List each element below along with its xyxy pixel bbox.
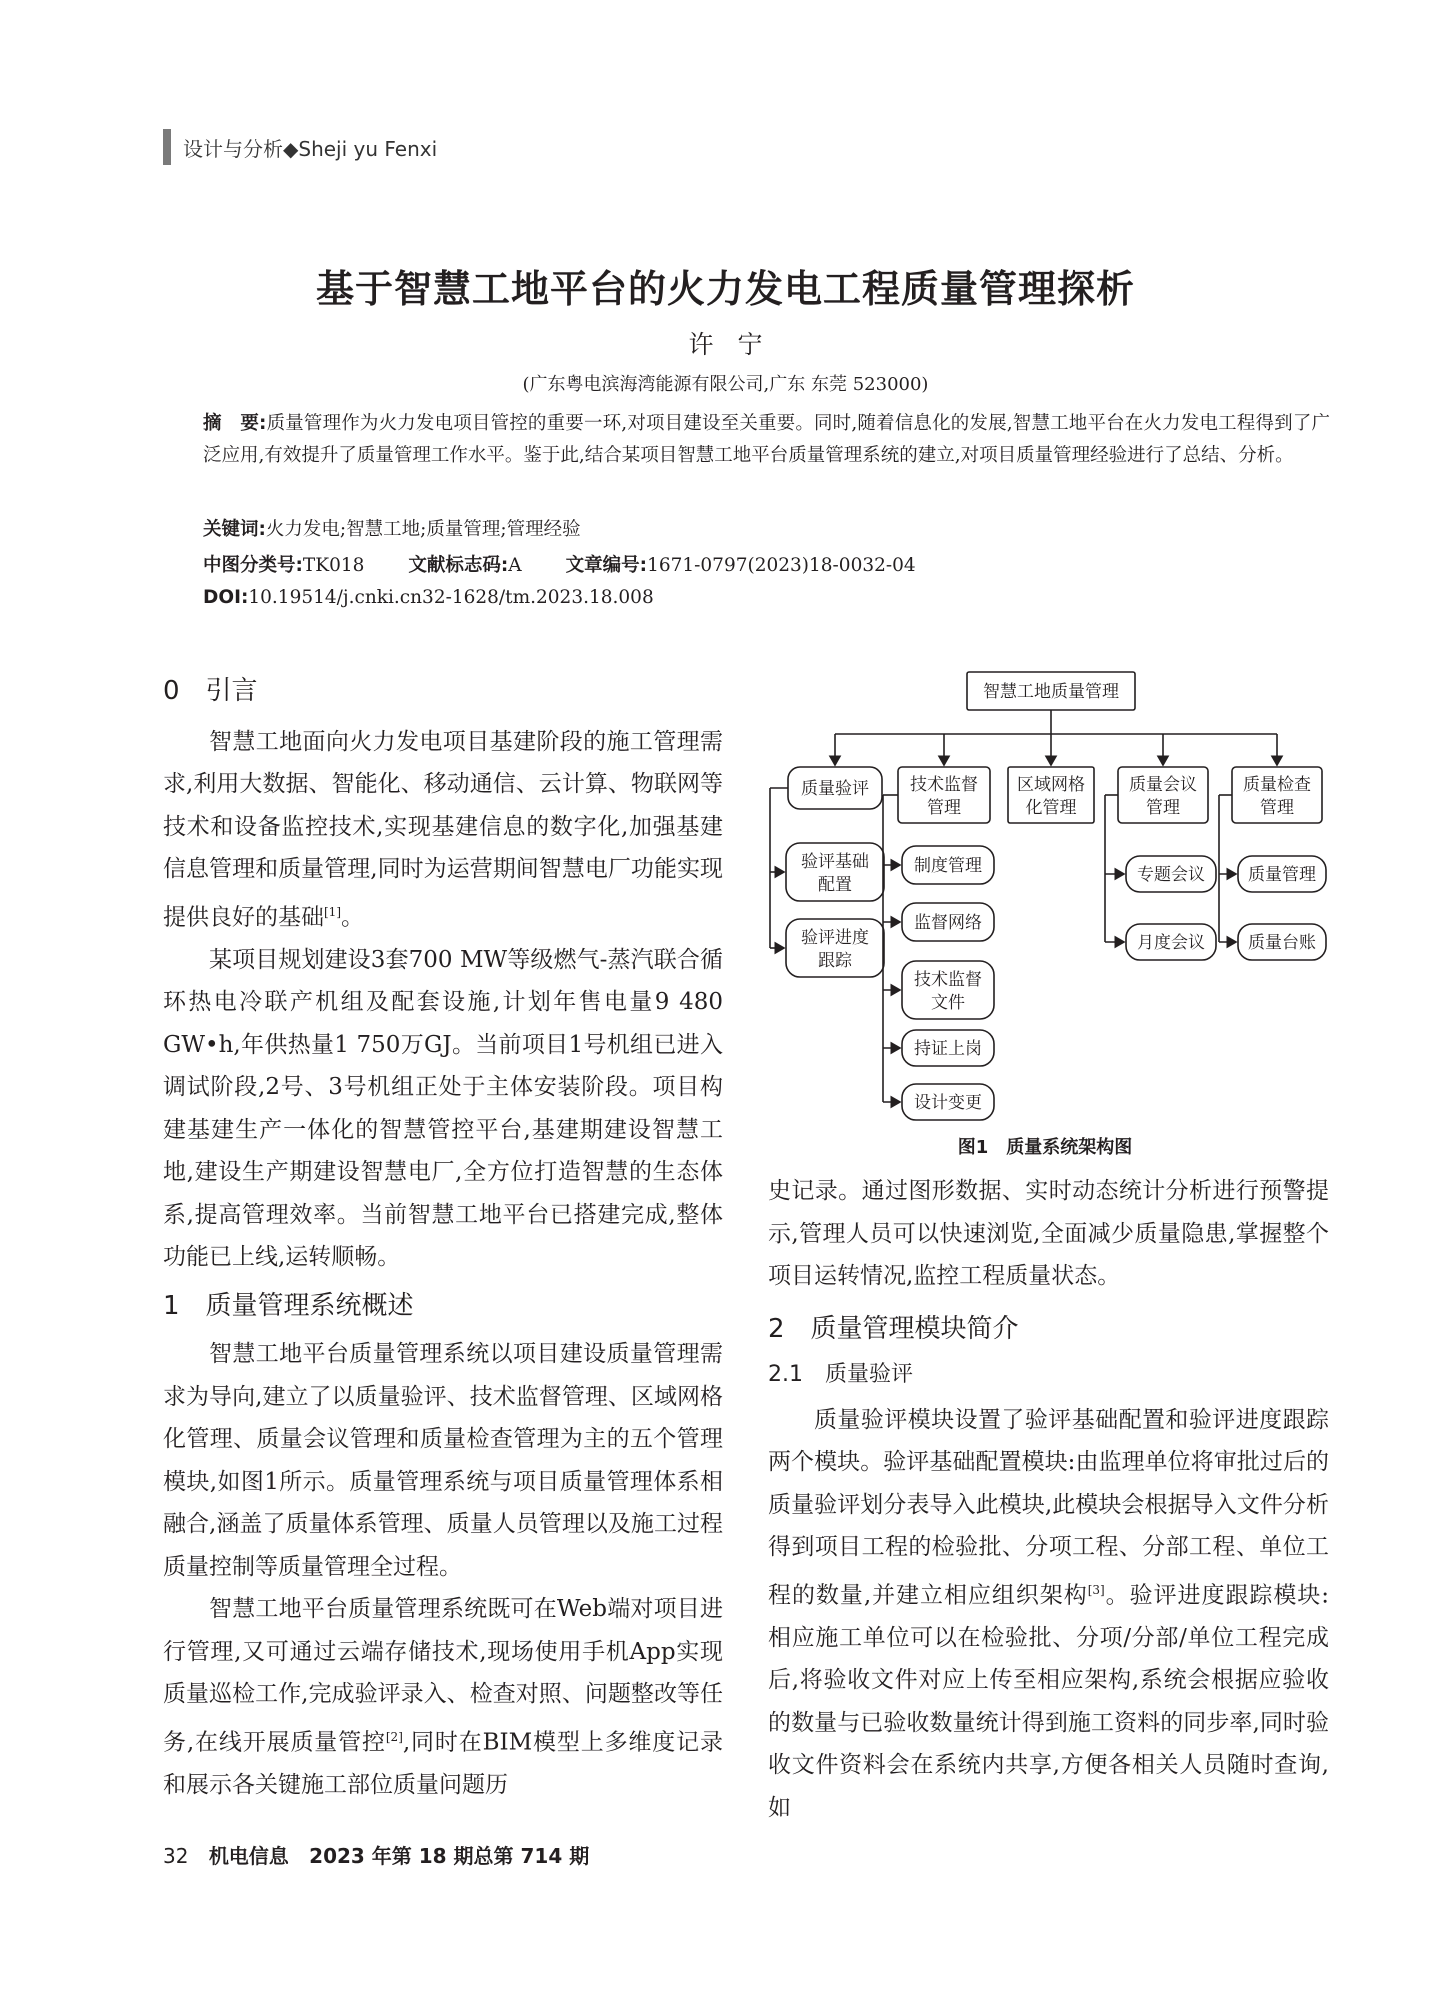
svg-text:月度会议: 月度会议 bbox=[1137, 933, 1205, 953]
svg-text:质量管理: 质量管理 bbox=[1248, 865, 1316, 885]
svg-text:化管理: 化管理 bbox=[1025, 798, 1077, 818]
section-2-heading: 2 质量管理模块简介 bbox=[768, 1313, 1019, 1344]
svg-text:质量台账: 质量台账 bbox=[1248, 933, 1316, 953]
paragraph: 智慧工地面向火力发电项目基建阶段的施工管理需求,利用大数据、智能化、移动通信、云计算、物联网等技术和设备监控技术,实现基建信息的数字化,加强基建信息管理和质量管理,同时为运营期间智慧电厂功能实现提供良好的基础[1]。 bbox=[163, 728, 723, 931]
figure-1-diagram bbox=[760, 660, 1330, 1125]
running-header-text: 设计与分析◆Sheji yu Fenxi bbox=[183, 136, 438, 161]
svg-text:设计变更: 设计变更 bbox=[914, 1093, 982, 1113]
node-root-label: 智慧工地质量管理 bbox=[983, 682, 1119, 702]
issue-info: 2023 年第 18 期总第 714 期 bbox=[309, 1844, 590, 1868]
right-column bbox=[768, 1170, 1329, 1829]
svg-text:配置: 配置 bbox=[818, 875, 852, 895]
abstract-label: 摘 要: bbox=[203, 413, 267, 434]
svg-text:质量会议: 质量会议 bbox=[1129, 775, 1197, 795]
doi-value: 10.19514/j.cnki.cn32-1628/tm.2023.18.008 bbox=[248, 587, 654, 608]
abstract-text: 质量管理作为火力发电项目管控的重要一环,对项目建设至关重要。同时,随着信息化的发展,智慧工地平台在火力发电工程得到了广泛应用,有效提升了质量管理工作水平。鉴于此,结合某项目智慧工地平台质量管理系统的建立,对项目质量管理经验进行了总结、分析。 bbox=[203, 413, 1330, 466]
doc-code-value: A bbox=[508, 555, 522, 576]
svg-text:跟踪: 跟踪 bbox=[818, 951, 852, 971]
svg-text:技术监督: 技术监督 bbox=[910, 775, 978, 795]
article-no-label: 文章编号: bbox=[565, 555, 648, 576]
svg-text:验评进度: 验评进度 bbox=[801, 928, 869, 948]
svg-text:专题会议: 专题会议 bbox=[1137, 865, 1205, 885]
keywords-label: 关键词: bbox=[203, 519, 266, 540]
section-2-1-heading: 2.1 质量验评 bbox=[768, 1362, 913, 1387]
article-no-value: 1671-0797(2023)18-0032-04 bbox=[647, 555, 916, 576]
citation-ref: [2] bbox=[385, 1729, 403, 1744]
paragraph: 智慧工地平台质量管理系统以项目建设质量管理需求为导向,建立了以质量验评、技术监督管理、区域网格化管理、质量会议管理和质量检查管理为主的五个管理模块,如图1所示。质量管理系统与项目质量管理体系相融合,涵盖了质量体系管理、质量人员管理以及施工过程质量控制等质量管理全过程。 bbox=[163, 1341, 723, 1580]
paragraph: 智慧工地平台质量管理系统既可在Web端对项目进行管理,又可通过云端存储技术,现场使用手机App实现质量巡检工作,完成验评录入、检查对照、问题整改等任务,在线开展质量管控[2],同时在BIM模型上多维度记录和展示各关键施工部位质量问题历 bbox=[163, 1596, 723, 1798]
svg-text:管理: 管理 bbox=[1146, 798, 1180, 818]
svg-text:技术监督: 技术监督 bbox=[914, 970, 982, 990]
page-footer bbox=[163, 1840, 589, 1869]
left-column bbox=[163, 676, 723, 1806]
node-label: 质量验评 bbox=[801, 779, 869, 799]
affiliation: (广东粤电滨海湾能源有限公司,广东 东莞 523000) bbox=[522, 374, 929, 395]
paragraph: 史记录。通过图形数据、实时动态统计分析进行预警提示,管理人员可以快速浏览,全面减少质量隐患,掌握整个项目运转情况,监控工程质量状态。 bbox=[768, 1178, 1329, 1289]
author: 许宁 bbox=[688, 330, 787, 359]
citation-ref: [1] bbox=[324, 904, 341, 919]
citation-ref: [3] bbox=[1087, 1582, 1105, 1597]
doi-label: DOI: bbox=[203, 587, 249, 608]
doc-code-label: 文献标志码: bbox=[408, 555, 509, 576]
keywords bbox=[203, 515, 581, 541]
svg-text:持证上岗: 持证上岗 bbox=[914, 1039, 982, 1059]
svg-text:文件: 文件 bbox=[931, 993, 965, 1013]
svg-text:制度管理: 制度管理 bbox=[914, 856, 982, 876]
section-1-heading: 1 质量管理系统概述 bbox=[163, 1290, 414, 1321]
keywords-text: 火力发电;智慧工地;质量管理;管理经验 bbox=[265, 519, 581, 540]
paragraph: 某项目规划建设3套700 MW等级燃气-蒸汽联合循环热电冷联产机组及配套设施,计划年售电量9 480 GW•h,年供热量1 750万GJ。当前项目1号机组已进入调试阶段,2号、3号机组正处于主体安装阶段。项目构建基建生产一体化的智慧管控平台,基建期建设智慧工地,建设生产期建设智慧电厂,全方位打造智慧的生态体系,提高管理效率。当前智慧工地平台已搭建完成,整体功能已上线,运转顺畅。 bbox=[163, 946, 723, 1271]
svg-text:管理: 管理 bbox=[927, 798, 961, 818]
svg-text:管理: 管理 bbox=[1260, 798, 1294, 818]
clc-label: 中图分类号: bbox=[203, 555, 303, 576]
svg-text:区域网格: 区域网格 bbox=[1017, 775, 1085, 795]
running-header bbox=[163, 130, 437, 164]
paragraph: 质量验评模块设置了验评基础配置和验评进度跟踪两个模块。验评基础配置模块:由监理单位将审批过后的质量验评划分表导入此模块,此模块会根据导入文件分析得到项目工程的检验批、分项工程、分部工程、单位工程的数量,并建立相应组织架构[3]。验评进度跟踪模块:相应施工单位可以在检验批、分项/分部/单位工程完成后,将验收文件对应上传至相应架构,系统会根据应验收的数量与已验收数量统计得到施工资料的同步率,同时验收文件资料会在系统内共享,方便各相关人员随时查询,如 bbox=[768, 1406, 1330, 1821]
svg-text:监督网络: 监督网络 bbox=[914, 913, 982, 933]
svg-text:质量检查: 质量检查 bbox=[1243, 775, 1311, 795]
classification-line bbox=[203, 551, 916, 577]
section-0-heading: 0 引言 bbox=[163, 676, 258, 706]
abstract bbox=[203, 408, 1330, 472]
figure-caption: 图1 质量系统架构图 bbox=[957, 1137, 1133, 1158]
svg-text:验评基础: 验评基础 bbox=[801, 852, 869, 872]
journal-name: 机电信息 bbox=[208, 1844, 289, 1868]
header-bar bbox=[163, 129, 171, 165]
article-title: 基于智慧工地平台的火力发电工程质量管理探析 bbox=[315, 267, 1135, 311]
clc-value: TK018 bbox=[302, 555, 365, 576]
page-number: 32 bbox=[163, 1844, 189, 1868]
doi-line bbox=[203, 587, 654, 608]
